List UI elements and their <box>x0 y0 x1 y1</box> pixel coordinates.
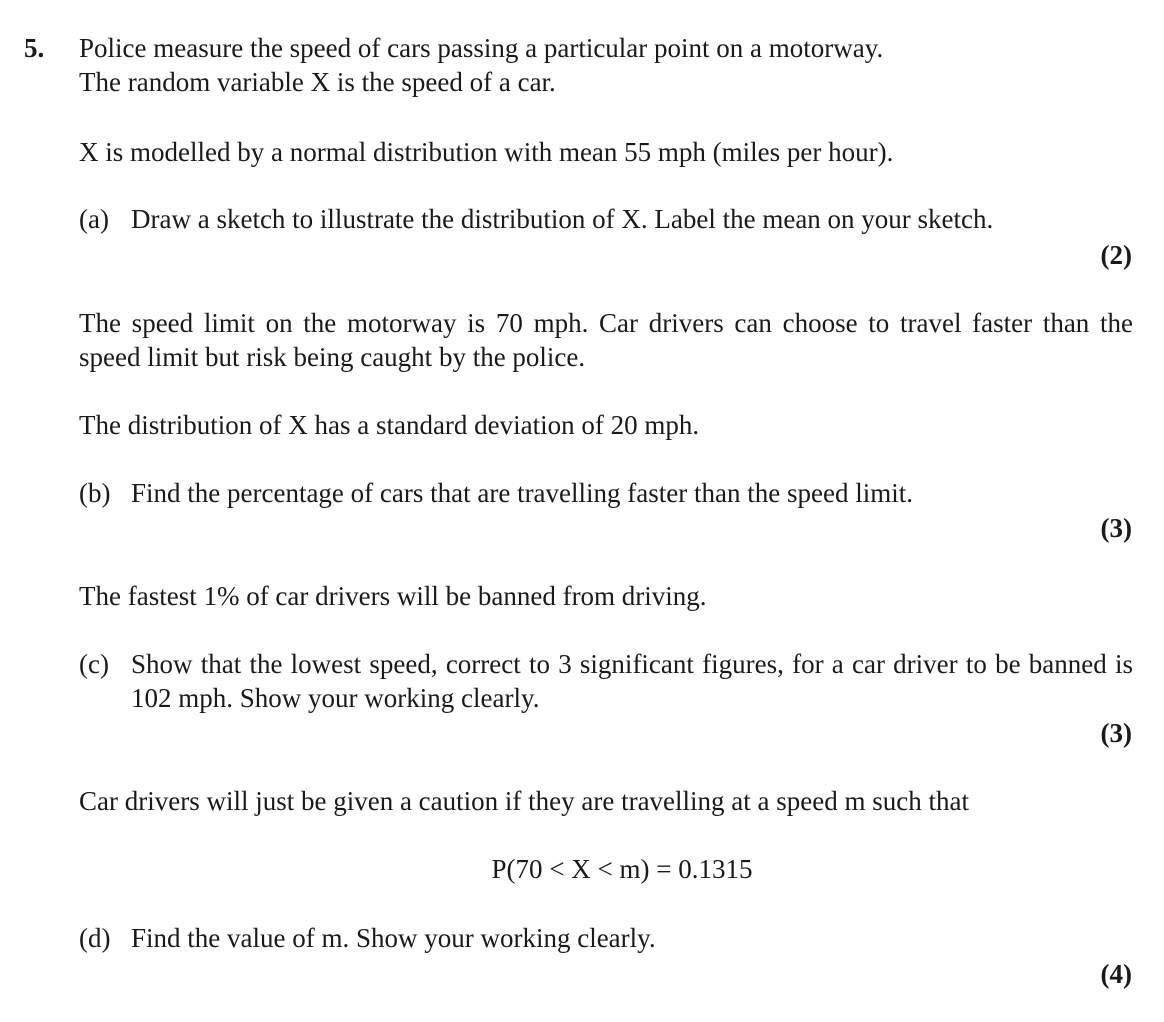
part-c-marks: (3) <box>1100 718 1132 748</box>
intro-line-1: Police measure the speed of cars passing a particular point on a motorway. <box>79 33 884 63</box>
ban-statement <box>79 579 1133 613</box>
part-b-label: (b) <box>79 478 111 508</box>
part-c <box>79 647 1133 715</box>
part-b-marks: (3) <box>1100 513 1132 543</box>
standard-deviation-statement <box>79 408 1133 442</box>
part-a-text: Draw a sketch to illustrate the distribution of X. Label the mean on your sketch. <box>131 204 994 234</box>
part-b-text: Find the percentage of cars that are travelling faster than the speed limit. <box>131 478 913 508</box>
speed-limit-text: The speed limit on the motorway is 70 mph. Car drivers can choose to travel faster than the speed limit but risk being caught by the police. <box>79 308 1133 372</box>
part-a-marks: (2) <box>1100 240 1132 270</box>
part-d-marks: (4) <box>1100 959 1132 989</box>
caution-statement <box>79 784 1133 818</box>
part-d-label: (d) <box>79 923 111 953</box>
caution-line: Car drivers will just be given a caution if they are travelling at a speed m such that <box>79 786 969 816</box>
sd-line: The distribution of X has a standard deviation of 20 mph. <box>79 410 700 440</box>
question-intro <box>79 31 1133 99</box>
question-number: 5. <box>24 33 45 63</box>
part-a-label: (a) <box>79 204 109 234</box>
part-d-text: Find the value of m. Show your working clearly. <box>131 923 656 953</box>
part-d <box>79 921 1133 955</box>
part-c-label: (c) <box>79 649 109 679</box>
part-a <box>79 202 1133 236</box>
probability-formula: P(70 < X < m) = 0.1315 <box>491 854 753 884</box>
part-b <box>79 476 1133 510</box>
part-c-text: Show that the lowest speed, correct to 3 significant figures, for a car driver to be banned is 102 mph. Show your working clearly. <box>131 649 1133 713</box>
model-line: X is modelled by a normal distribution with mean 55 mph (miles per hour). <box>79 137 894 167</box>
intro-line-2: The random variable X is the speed of a car. <box>79 67 556 97</box>
model-statement <box>79 135 1133 169</box>
ban-line: The fastest 1% of car drivers will be banned from driving. <box>79 581 707 611</box>
